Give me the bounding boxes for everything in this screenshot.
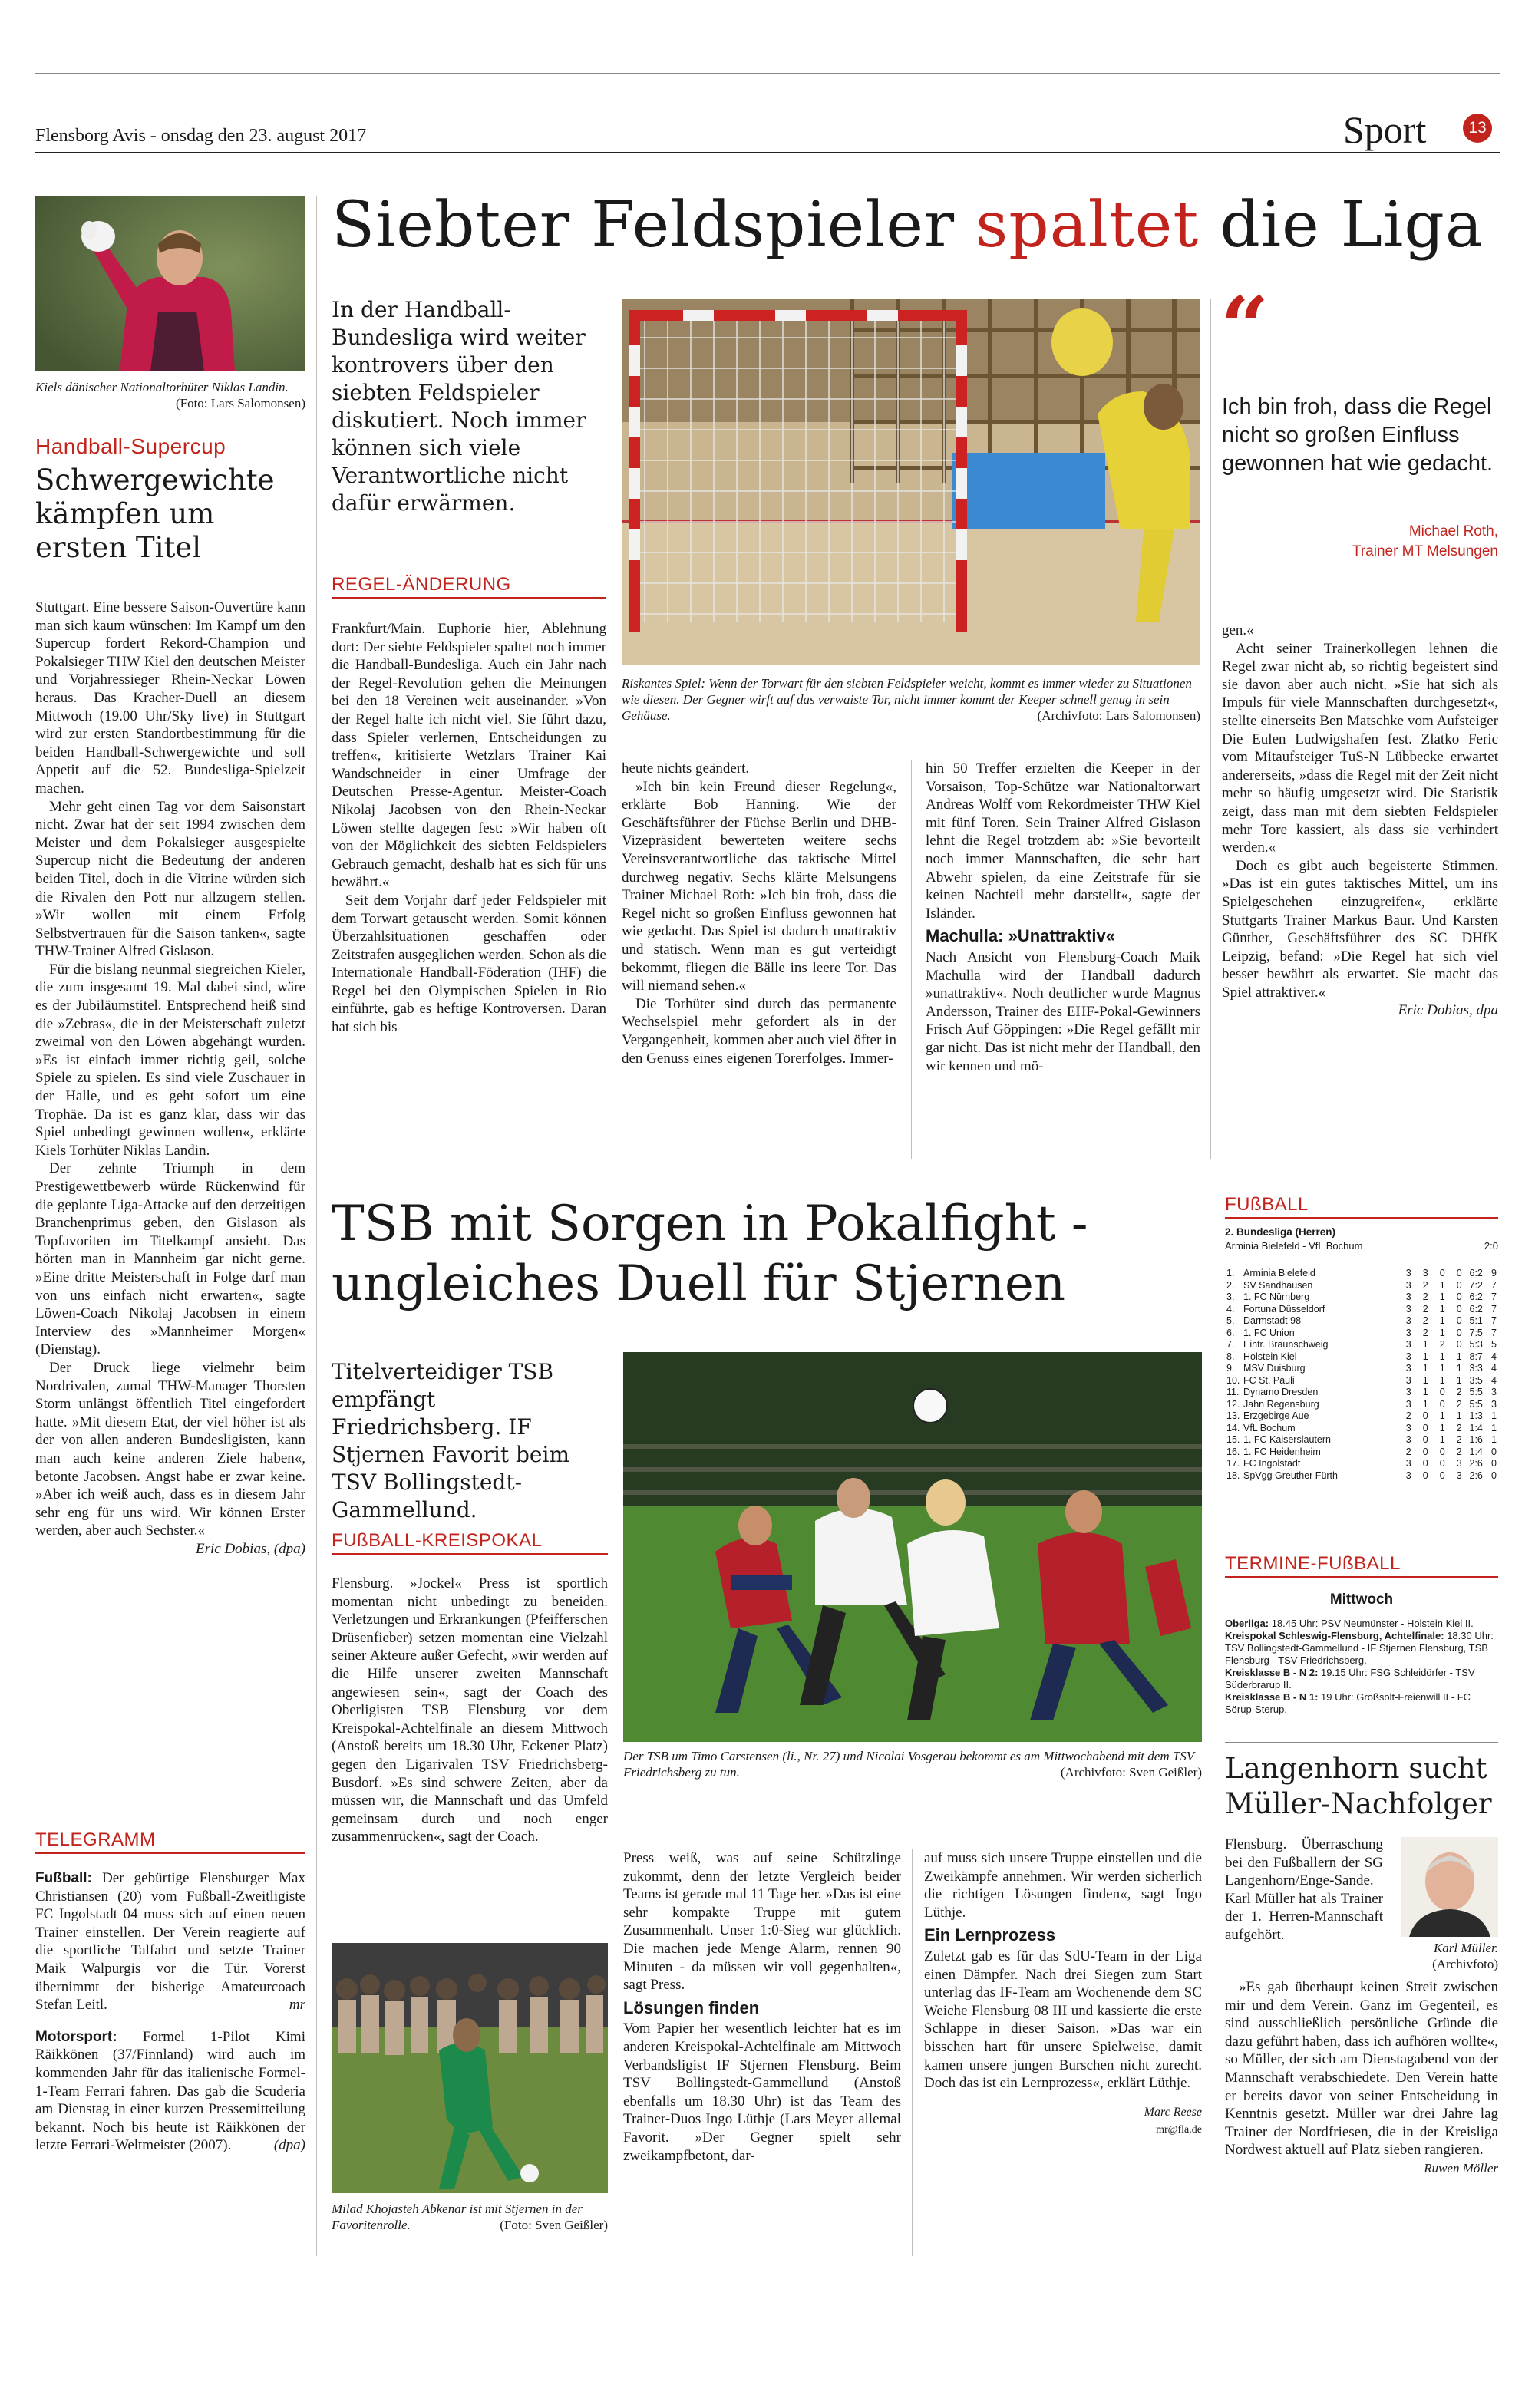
table-cell: 1. FC Nürnberg — [1243, 1291, 1310, 1302]
table-cell: 2 — [1422, 1279, 1428, 1291]
telegramm-body — [35, 1869, 305, 2155]
telegramm-rubric: TELEGRAMM — [35, 1829, 305, 1854]
tsb-byline: Marc Reese — [1144, 2105, 1202, 2119]
table-cell: 5. — [1226, 1315, 1235, 1326]
table-cell: 0 — [1456, 1339, 1462, 1350]
machulla-subhead: Machulla: »Unattraktiv« — [926, 926, 1115, 946]
table-cell: 3 — [1405, 1351, 1411, 1362]
table-cell: Eintr. Braunschweig — [1243, 1339, 1329, 1350]
table-cell: 3 — [1405, 1458, 1411, 1469]
landin-photo — [35, 196, 305, 371]
tsb-col-2: Press weiß, was auf seine Schützlinge zukommt, denn der letzte Vergleich beider Teams ist gerade mal 11 Tage her. »Das ist eine sehr kompakte Truppe mit gutem Zusammenhalt. Unser 1:0-Sieg war glücklich. Die machen jede Menge Alarm, rennen 90 Minuten - da müssen wir voll gegenhalten«, sagt Press. Lösungen finden Vom Papier her wesentlich leichter hat es im anderen Kreispokal-Achtelfinale am Mittwoch Verbandsligist IF Stjernen Flensburg. Beim TSV Bollingstedt-Gammellund (Anstoß ebenfalls um 18.30 Uhr) ist das Team des Trainer-Duos Ingo Lüthje (Lars Meyer allemal Favorit. »Der Gegner spielt sehr zweikampfbetont, dar- — [623, 1850, 901, 2164]
mueller-credit: (Archivfoto) — [1432, 1957, 1498, 1971]
table-cell: 1 — [1422, 1374, 1428, 1386]
tsb-col-1: Flensburg. »Jockel« Press ist sportlich momentan nicht unbedingt zu beneiden. Verletzungen und Erkrankungen (Pfeifferschen Drüsenfieber) setzen momentan eine Vielzahl seiner Akteure außer Gefecht, »wir werden auf die Hilfe unserer zweiten Mannschaft angewiesen sein«, sagt der Coach des Oberligisten TSB Flensburg vor dem Kreispokal-Achtelfinale an diesem Mittwoch (Anstoß bereits um 18.30 Uhr, Eckener Platz) gegen den Ligarivalen TSV Friedrichsberg-Busdorf. »Es sind schwere Zeiten, aber da müssen wir, die Mannschaft und das Umfeld gemeinsam durch und noch enger zusammenrücken«, sagt der Coach. — [332, 1575, 608, 1846]
table-cell: 1:6 — [1469, 1434, 1483, 1445]
table-cell: 4 — [1491, 1374, 1497, 1386]
table-row — [1225, 1339, 1498, 1351]
table-cell: 9. — [1226, 1363, 1235, 1374]
table-cell: Arminia Bielefeld — [1243, 1268, 1315, 1278]
table-cell: 16. — [1226, 1446, 1240, 1457]
table-cell: 2 — [1422, 1327, 1428, 1338]
table-cell: 3 — [1405, 1363, 1411, 1374]
table-row — [1225, 1387, 1498, 1399]
table-cell: 3 — [1405, 1470, 1411, 1481]
table-cell: 3 — [1405, 1374, 1411, 1386]
table-cell: 5 — [1491, 1339, 1497, 1350]
table-cell: Darmstadt 98 — [1243, 1315, 1302, 1326]
table-cell: 1 — [1439, 1291, 1445, 1302]
table-cell: 15. — [1226, 1434, 1240, 1445]
table-cell: 0 — [1491, 1446, 1497, 1457]
telegramm-item: Motorsport: Formel 1-Pilot Kimi Räikkönen (37/Finnland) wird auch im kommenden Jahr für das italienische Formel-1-Team Ferrari fahren. Das gab die Scuderia am Dienstag in einer kurzen Pressemitteilung bekannt. Noch bis heute ist Räikkönen der letzte Ferrari-Weltmeister (2007). (dpa) — [35, 2028, 305, 2154]
loesungen-subhead: Lösungen finden — [623, 1997, 760, 2017]
table-cell: 0 — [1422, 1470, 1428, 1481]
table-cell: 0 — [1422, 1446, 1428, 1457]
table-cell: 5:1 — [1469, 1315, 1483, 1326]
table-cell: 2 — [1405, 1446, 1411, 1457]
table-cell: 0 — [1422, 1422, 1428, 1433]
kreispokal-rubric: FUßBALL-KREISPOKAL — [332, 1530, 608, 1555]
table-cell: 6:2 — [1469, 1291, 1483, 1302]
main-col-1: Frankfurt/Main. Euphorie hier, Ablehnung dort: Der siebte Feldspieler spaltet noch immer die Handball-Bundesliga. Auch ein Jahr nach der Regel-Revolution gehen die Meinungen bei den 18 Vereinen weit auseinander. »Von der Regel halte ich nicht viel. Sie führt dazu, dass Spieler verlernen, Entscheidungen zu treffen«, kritisierte Wetzlars Trainer Kai Wandschneider in einer Umfrage der Deutschen Presse-Agentur. Meister-Coach Nikolaj Jacobsen von den Rhein-Neckar Löwen stellte dagegen fest: »Wir haben oft von der Möglichkeit des siebten Feldspielers Gebrauch gemacht, deshalb hat es sich für uns bewährt.« Seit dem Vorjahr darf jeder Feldspieler mit dem Torwart getauscht werden. Somit können Überzahlsituationen geschaffen oder Zeitstrafen ausgeglichen werden. Schon als die Internationale Handball-Föderation (IHF) die Regel bei den Olympischen Spielen in Rio einführte, gab es heftige Kontroversen. Daran hat sich bis — [332, 621, 606, 1036]
table-cell: 1 — [1422, 1363, 1428, 1374]
table-cell: 1 — [1439, 1351, 1445, 1362]
table-cell: 3 — [1405, 1291, 1411, 1302]
table-cell: 0 — [1439, 1458, 1445, 1469]
table-cell: FC St. Pauli — [1243, 1374, 1295, 1386]
table-cell: 0 — [1456, 1291, 1462, 1302]
page-number-badge — [1463, 114, 1492, 143]
table-cell: 7. — [1226, 1339, 1235, 1350]
pull-quote: Ich bin froh, dass die Regel nicht so großen Einfluss gewonnen hat wie gedacht. — [1222, 394, 1494, 476]
table-cell: 0 — [1422, 1458, 1428, 1469]
table-cell: 1 — [1439, 1303, 1445, 1315]
table-cell: 9 — [1491, 1268, 1497, 1278]
table-cell: 0 — [1422, 1434, 1428, 1445]
table-cell: 6:2 — [1469, 1268, 1483, 1278]
supercup-byline: Eric Dobias, (dpa) — [195, 1540, 305, 1557]
table-row — [1225, 1434, 1498, 1446]
table-cell: 1. — [1226, 1268, 1235, 1278]
main-byline: Eric Dobias, dpa — [1398, 1002, 1498, 1019]
table-row — [1225, 1304, 1498, 1316]
table-cell: 7 — [1491, 1291, 1497, 1302]
table-cell: MSV Duisburg — [1243, 1363, 1306, 1374]
table-cell: 17. — [1226, 1458, 1240, 1469]
table-cell: 3:5 — [1469, 1374, 1483, 1386]
table-row — [1225, 1363, 1498, 1375]
table-cell: 2 — [1456, 1446, 1462, 1457]
table-cell: 1. FC Heidenheim — [1243, 1446, 1321, 1457]
table-cell: 1 — [1456, 1410, 1462, 1421]
table-cell: 3. — [1226, 1291, 1235, 1302]
table-cell: SV Sandhausen — [1243, 1279, 1313, 1291]
telegramm-item: Fußball: Der gebürtige Flensburger Max Christiansen (20) vom Fußball-Zweitligiste FC Ingolstadt 04 muss sich auf einen neuen Trainer einstellen. Der Verein reagierte auf die sportliche Talfahrt und setzte Trainer Maik Walpurgis vor die Tür. Vorerst übernimmt der bisherige Amateurcoach Stefan Leitl. mr — [35, 1870, 305, 2014]
table-row — [1225, 1470, 1498, 1483]
main-intro: In der Handball-Bundesliga wird weiter kontrovers über den siebten Feldspieler diskutiert. Noch immer können sich viele Verantwortliche nicht dafür erwärmen. — [332, 297, 586, 516]
table-cell: 1 — [1456, 1351, 1462, 1362]
table-cell: 14. — [1226, 1422, 1240, 1433]
table-cell: 0 — [1491, 1470, 1497, 1481]
stjernen-photo — [332, 1943, 608, 2193]
table-cell: 3 — [1405, 1434, 1411, 1445]
table-cell: 7 — [1491, 1327, 1497, 1338]
langenhorn-byline: Ruwen Möller — [1424, 2160, 1498, 2175]
table-cell: 3 — [1405, 1279, 1411, 1291]
table-cell: 0 — [1439, 1387, 1445, 1397]
table-cell: 7 — [1491, 1279, 1497, 1291]
table-cell: 7 — [1491, 1315, 1497, 1326]
regel-rubric: REGEL-ÄNDERUNG — [332, 574, 606, 599]
table-cell: 0 — [1422, 1410, 1428, 1421]
mueller-caption: Karl Müller. — [1433, 1941, 1498, 1955]
table-cell: 5:3 — [1469, 1339, 1483, 1350]
table-cell: 2 — [1456, 1387, 1462, 1397]
main-headline: Siebter Feldspieler spaltet die Liga — [332, 189, 1484, 262]
table-cell: 1 — [1439, 1410, 1445, 1421]
table-cell: 7 — [1491, 1303, 1497, 1315]
lernprozess-subhead: Ein Lernprozess — [924, 1925, 1056, 1945]
table-cell: 8:7 — [1469, 1351, 1483, 1362]
termine-item: Kreispokal Schleswig-Flensburg, Achtelfinale: 18.30 Uhr: TSV Bollingstedt-Gammellund - IF Stjernen Flensburg, TSB Flensburg - TSV Friedrichsberg. — [1225, 1630, 1494, 1666]
table-cell: 0 — [1439, 1446, 1445, 1457]
table-row — [1225, 1351, 1498, 1364]
table-cell: 2 — [1405, 1410, 1411, 1421]
table-cell: FC Ingolstadt — [1243, 1458, 1301, 1469]
page-number: 13 — [1468, 119, 1487, 137]
termine-rubric: TERMINE-FUßBALL — [1225, 1553, 1498, 1578]
stjernen-caption: Milad Khojasteh Abkenar ist mit Stjernen in der Favoritenrolle. (Foto: Sven Geißler) — [332, 2202, 608, 2232]
table-cell: 1 — [1439, 1422, 1445, 1433]
table-cell: 1 — [1456, 1374, 1462, 1386]
table-cell: 2:6 — [1469, 1470, 1483, 1481]
supercup-rubric: Handball-Supercup — [35, 434, 226, 458]
main-col-4: gen.« Acht seiner Trainerkollegen lehnen die Regel zwar nicht ab, so richtig begeistert sind sie davon aber auch nicht. »Sie hat sich als Impuls für viele Mannschaften durchgesetzt«, stellte einerseits Ben Matschke vom Aufsteiger Die Eulen Ludwigshafen fest. Zlatko Feric vom Mitaufsteiger TuS-N Lübbecke erwartet andererseits, »dass die Regel mit der Zeit nicht mehr so häufig umgesetzt wird. Die Statistik zeigt, dass man mit dem siebten Feldspieler mehr Tore kassiert, als dass sie verhindert werden.« Doch es gibt auch begeisterte Stimmen. »Das ist ein gutes taktisches Mittel, um ins Spielgeschehen einzugreifen«, erklärte Stuttgarts Trainer Markus Baur. Und Karsten Günther, Geschäftsführer des SC DHfK Leipzig, befand: »Die Regel hat sich viel besser bewährt als erwartet. Sie macht das Spiel attraktiver.« Eric Dobias, dpa — [1222, 622, 1498, 1019]
termine-item: Kreisklasse B - N 2: 19.15 Uhr: FSG Schleidörfer - TSV Süderbrarup II. — [1225, 1667, 1475, 1691]
table-row — [1225, 1315, 1498, 1328]
tsb-headline: TSB mit Sorgen in Pokalfight - ungleiches Duell für Stjernen — [332, 1196, 1088, 1312]
langenhorn-headline: Langenhorn sucht Müller-Nachfolger — [1225, 1752, 1492, 1820]
table-cell: 1 — [1491, 1422, 1497, 1433]
termine-item: Kreisklasse B - N 1: 19 Uhr: Großsolt-Freienwill II - FC Sörup-Sterup. — [1225, 1691, 1471, 1715]
table-cell: 1. FC Union — [1243, 1327, 1295, 1338]
table-cell: 2 — [1422, 1291, 1428, 1302]
table-row — [1225, 1291, 1498, 1304]
table-cell: 1 — [1491, 1434, 1497, 1445]
table-cell: 1 — [1422, 1398, 1428, 1410]
table-cell: 1 — [1439, 1327, 1445, 1338]
table-cell: 1:4 — [1469, 1422, 1483, 1433]
table-cell: 18. — [1226, 1470, 1240, 1481]
table-cell: 3 — [1456, 1458, 1462, 1469]
table-row — [1225, 1280, 1498, 1292]
table-cell: 5:5 — [1469, 1387, 1483, 1397]
table-cell: 4. — [1226, 1303, 1235, 1315]
table-cell: 6:2 — [1469, 1303, 1483, 1315]
table-cell: 0 — [1456, 1315, 1462, 1326]
table-cell: 2 — [1456, 1398, 1462, 1410]
landin-credit: (Foto: Lars Salomonsen) — [175, 396, 305, 411]
table-cell: 1 — [1439, 1434, 1445, 1445]
table-cell: VfL Bochum — [1243, 1422, 1296, 1433]
table-cell: 11. — [1226, 1387, 1240, 1397]
table-cell: 4 — [1491, 1363, 1497, 1374]
handball-photo — [622, 299, 1200, 665]
table-cell: 3 — [1491, 1387, 1497, 1397]
table-cell: 1. FC Kaiserslautern — [1243, 1434, 1331, 1445]
table-row — [1225, 1458, 1498, 1470]
table-cell: 1 — [1422, 1387, 1428, 1397]
table-cell: 2:6 — [1469, 1458, 1483, 1469]
table-cell: 1 — [1439, 1279, 1445, 1291]
table-cell: 2 — [1439, 1339, 1445, 1350]
table-row — [1225, 1375, 1498, 1387]
match-teams: Arminia Bielefeld - VfL Bochum — [1225, 1240, 1363, 1252]
table-cell: 1 — [1456, 1363, 1462, 1374]
table-cell: 3 — [1405, 1339, 1411, 1350]
table-cell: 3:3 — [1469, 1363, 1483, 1374]
table-cell: 3 — [1405, 1327, 1411, 1338]
table-cell: 1 — [1491, 1410, 1497, 1421]
table-cell: 8. — [1226, 1351, 1235, 1362]
tsb-email: mr@fla.de — [1156, 2124, 1202, 2136]
table-cell: 7:5 — [1469, 1327, 1483, 1338]
table-cell: 3 — [1405, 1303, 1411, 1315]
table-cell: 3 — [1405, 1315, 1411, 1326]
table-cell: Holstein Kiel — [1243, 1351, 1297, 1362]
table-cell: 2 — [1456, 1422, 1462, 1433]
table-cell: 0 — [1491, 1458, 1497, 1469]
table-cell: 7:2 — [1469, 1279, 1483, 1291]
table-cell: 3 — [1405, 1387, 1411, 1397]
handball-caption: Riskantes Spiel: Wenn der Torwart für den siebten Feldspieler weicht, kommt es immer wieder zu Situationen wie diesen. Der Gegner wirft auf das verwaiste Tor, nicht immer kommt der Keeper schnell genug in sein Gehäuse. (Archivfoto: Lars Salomonsen) — [622, 676, 1200, 723]
table-cell: 0 — [1456, 1303, 1462, 1315]
table-cell: 2. — [1226, 1279, 1235, 1291]
table-cell: 5:5 — [1469, 1398, 1483, 1410]
quote-mark: “ — [1220, 278, 1269, 377]
table-cell: Jahn Regensburg — [1243, 1398, 1319, 1410]
langenhorn-body: »Es gab überhaupt keinen Streit zwischen mir und dem Verein. Ganz im Gegenteil, es sind ausschließlich persönliche Gründe die dazu geführt haben, dass ich aufhören wollte«, so Müller, der sich am Dienstagabend von der Mannschaft verabschiedete. Den Verein hatte er bereits davor von seiner Entscheidung in Kenntnis gesetzt. Müller war drei Jahre lag Trainer der Nordfriesen, die in der Kreisliga Nordwest aktuell auf Platz sieben rangieren. Ruwen Möller — [1225, 1978, 1498, 2178]
table-cell: 2 — [1422, 1303, 1428, 1315]
table-cell: Fortuna Düsseldorf — [1243, 1303, 1325, 1315]
table-cell: 3 — [1491, 1398, 1497, 1410]
table-row — [1225, 1410, 1498, 1423]
table-cell: 0 — [1456, 1327, 1462, 1338]
soccer-caption: Der TSB um Timo Carstensen (li., Nr. 27) und Nicolai Vosgerau bekommt es am Mittwochabend mit dem TSV Friedrichsberg zu tun. (Archivfoto: Sven Geißler) — [623, 1749, 1202, 1780]
table-cell: 0 — [1456, 1279, 1462, 1291]
main-col-3: hin 50 Treffer erzielten die Keeper in der Vorsaison, Top-Schütze war Nationaltorwart Andreas Wolff vom Rekordmeister THW Kiel mit fünf Toren. Sein Trainer Alfred Gislason lehnt die Regel trotzdem ab: »Sie bevorteilt noch immer Mannschaften, die sehr hart Abwehr spielen, da eine Zeitstrafe für sie keinen Nachteil mehr darstellt«, sagte der Isländer. Machulla: »Unattraktiv« Nach Ansicht von Flensburg-Coach Maik Machulla wird der Handball dadurch »unattraktiv«. Noch deutlicher wurde Magnus Andersson, Trainer des EHF-Pokal-Gewinners Frisch Auf Göppingen: »Die Regel gefällt mir gar nicht. Das ist nicht mehr der Handball, den wir kennen und mö- — [926, 760, 1200, 1074]
match-score: 2:0 — [1484, 1240, 1498, 1252]
table-cell: 1:4 — [1469, 1446, 1483, 1457]
table-cell: 0 — [1456, 1268, 1462, 1278]
table-cell: Dynamo Dresden — [1243, 1387, 1319, 1397]
main-col-2: heute nichts geändert. »Ich bin kein Freund dieser Regelung«, erklärte Bob Hanning. Wie der Geschäftsführer der Füchse Berlin und DHB-Vizepräsident bewerteten weitere sechs Vereinsverantwortliche das taktische Mittel durchweg negativ. Sechs klärte Melsungens Trainer Michael Roth: »Ich bin froh, dass die Regel nicht so großen Einfluss gewonnen hat wie gedacht. Das Spiel ist dadurch unattraktiv und statisch. Wenn man es gut verteidigt bekommt, fliegen die Bälle ins leere Tor. Das will niemand sehen.« Die Torhüter sind durch das permanente Wechselspiel mehr gefordert als in der Vergangenheit, kommen aber auch viel öfter in den Genuss eines eigenen Torerfolges. Immer- — [622, 760, 896, 1067]
mueller-photo — [1401, 1837, 1498, 1937]
supercup-headline: Schwergewichte kämpfen um ersten Titel — [35, 463, 275, 564]
table-row — [1225, 1423, 1498, 1435]
table-cell: 1 — [1439, 1315, 1445, 1326]
table-cell: 12. — [1226, 1398, 1240, 1410]
table-cell: 1 — [1422, 1339, 1428, 1350]
table-cell: 6. — [1226, 1327, 1235, 1338]
table-cell: 13. — [1226, 1410, 1240, 1421]
table-cell: SpVgg Greuther Fürth — [1243, 1470, 1338, 1481]
table-cell: 1 — [1422, 1351, 1428, 1362]
table-cell: 1:3 — [1469, 1410, 1483, 1421]
table-cell: 4 — [1491, 1351, 1497, 1362]
tsb-intro: Titelverteidiger TSB empfängt Friedrichsberg. IF Stjernen Favorit beim TSV Bollingstedt-Gammellund. — [332, 1359, 569, 1522]
termine-list — [1225, 1618, 1498, 1716]
landin-caption: Kiels dänischer Nationaltorhüter Niklas Landin. — [35, 380, 289, 394]
termine-item: Oberliga: 18.45 Uhr: PSV Neumünster - Holstein Kiel II. — [1225, 1618, 1474, 1629]
soccer-photo — [623, 1352, 1202, 1742]
table-row — [1225, 1399, 1498, 1411]
table-cell: 0 — [1439, 1398, 1445, 1410]
table-cell: 1 — [1439, 1363, 1445, 1374]
section-title: Sport — [1343, 108, 1427, 151]
supercup-body: Stuttgart. Eine bessere Saison-Ouvertüre kann man sich kaum wünschen: Im Kampf um den Supercup fordert Rekord-Champion und Pokalsieger THW Kiel den deutschen Meister und Vorjahressieger Rhein-Neckar Löwen heraus. Das Kracher-Duell an diesem Mittwoch (19.00 Uhr/Sky live) in Stuttgart wird zur ersten Standortbestimmung für die beiden Handball-Schwergewichte und soll Appetit auf die 52. Bundesliga-Spielzeit machen. Mehr geht einen Tag vor dem Saisonstart nicht. Zwar hat der seit 1994 zwischen dem Meister und dem Pokalsieger ausgespielte Supercup nicht die Bedeutung der anderen beiden Titel, doch in die Vitrine würden sich die Rivalen den Pott nur allzugern stellen. »Wir wollen mit einem Erfolg Selbstvertrauen für die Saison tanken«, sagte THW-Trainer Alfred Gislason. Für die bislang neunmal siegreichen Kieler, die zum insgesamt 19. Mal dabei sind, wäre es der Jubiläumstitel. Entsprechend heiß sind die »Zebras«, die in der Meisterschaft zuletzt zweimal von den Löwen abgehängt wurden. »Es ist einfach immer richtig geil, solche Spiele zu spielen. Es sind viele Zuschauer in der Halle, und es geht sofort um eine Trophäe. Da ist es ganz klar, dass wir das Spiel unbedingt gewinnen wollen«, erklärte Kiels Torhüter Niklas Landin. Der zehnte Triumph in dem Prestigewettbewerb würde Rückenwind für die geplante Liga-Attacke auf den derzeitigen Branchenprimus geben, den Gislason als Topfavoriten im Titelkampf ansieht. Das hörten man in Mannheim gar nicht gerne. »Eine dritte Meisterschaft in Folge darf man von uns einfach nicht erwarten«, sagte Löwen-Coach Nikolaj Jacobsen in einem Interview des »Mannheimer Morgen« (Dienstag). Der Druck liege vielmehr beim Nordrivalen, zumal THW-Manager Thorsten Storm unlängst öffentlich Titel eingefordert hatte. »Mit diesem Etat, der viel höher ist als der von allen anderen Bundesligisten, kann man auch keine anderen Ziele haben«, betonte Jacobsen. Angst habe er zwar keine. »Aber ich weiß auch, dass es in diesem Jahr sehr eng für uns wird. Wir können Erster werden, aber auch Sechster.« Eric Dobias, (dpa) — [35, 599, 305, 1557]
league-title: 2. Bundesliga (Herren) — [1225, 1226, 1336, 1238]
quote-author: Michael Roth, — [1408, 523, 1498, 539]
tsb-col-3: auf muss sich unsere Truppe einstellen und die Zweikämpfe annehmen. Wir werden sicherlich die richtigen Lösungen finden«, sagt Ingo Lüthje. Ein Lernprozess Zuletzt gab es für das SdU-Team in der Liga einen Dämpfer. Nach drei Siegen zum Start unterlag das IF-Team am Wochenende dem SC Weiche Flensburg 08 III und kassierte die erste Schlappe in dieser Saison. »Das war ein bisschen hart für unsere Spielweise, damit kamen unsere jungen Burschen nicht zurecht. Doch das ist ein Lernprozess«, erklärt Lüthje. Marc Reese mr@fla.de — [924, 1849, 1202, 2139]
table-cell: 0 — [1439, 1268, 1445, 1278]
table-cell: 3 — [1405, 1268, 1411, 1278]
table-row — [1225, 1268, 1498, 1280]
table-cell: 3 — [1456, 1470, 1462, 1481]
quote-role: Trainer MT Melsungen — [1352, 543, 1498, 559]
table-cell: 1 — [1439, 1374, 1445, 1386]
table-cell: 2 — [1456, 1434, 1462, 1445]
table-cell: 3 — [1405, 1422, 1411, 1433]
paper-date: Flensborg Avis - onsdag den 23. august 2017 — [35, 126, 367, 146]
table-row — [1225, 1446, 1498, 1459]
league-table — [1225, 1268, 1498, 1482]
table-cell: 2 — [1422, 1315, 1428, 1326]
table-row — [1225, 1328, 1498, 1340]
table-cell: 3 — [1405, 1398, 1411, 1410]
table-cell: 10. — [1226, 1374, 1240, 1386]
table-cell: 0 — [1439, 1470, 1445, 1481]
fussball-rubric: FUßBALL — [1225, 1194, 1498, 1219]
table-cell: 3 — [1422, 1268, 1428, 1278]
langenhorn-lead: Flensburg. Überraschung bei den Fußballern der SG Langenhorn/Enge-Sande. Karl Müller hat als Trainer der 1. Herren-Mannschaft aufgehört. — [1225, 1836, 1383, 1943]
table-cell: Erzgebirge Aue — [1243, 1410, 1309, 1421]
termine-day: Mittwoch — [1329, 1592, 1394, 1608]
